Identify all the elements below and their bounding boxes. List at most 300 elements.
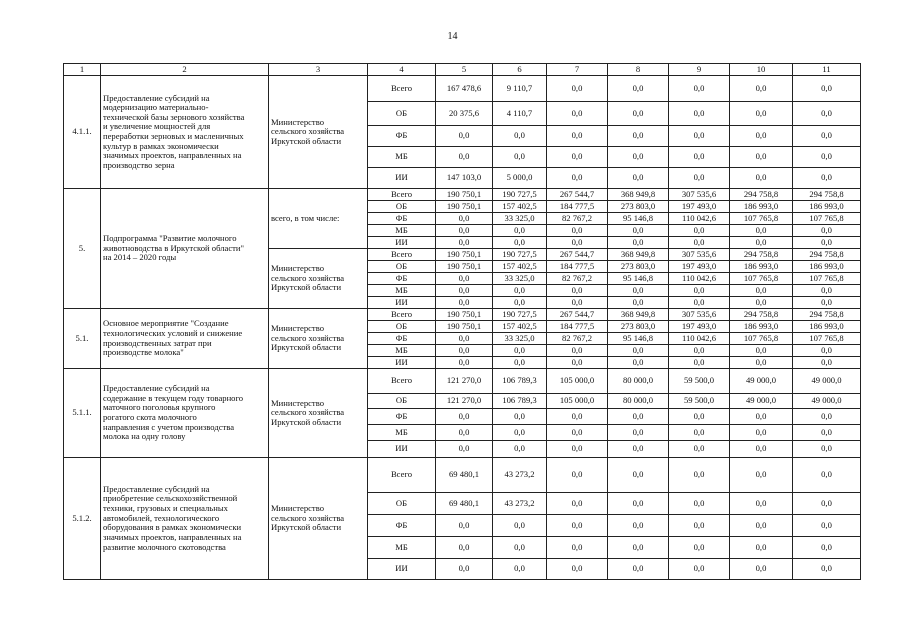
amount-cell: 190 750,1 — [436, 309, 493, 321]
amount-cell: 110 042,6 — [669, 333, 730, 345]
item-code: 5.1.1. — [64, 369, 101, 458]
table-row — [64, 309, 861, 321]
amount-cell: 0,0 — [793, 559, 861, 580]
amount-cell: 0,0 — [730, 515, 793, 537]
item-name-line: техники, грузовых и специальных — [103, 503, 228, 514]
item-name — [101, 76, 269, 189]
amount-cell: 0,0 — [730, 76, 793, 102]
item-name-line: значимых проектов, направленных на — [103, 150, 242, 161]
item-code: 5.1. — [64, 309, 101, 369]
item-name-line: производственных затрат при — [103, 337, 212, 348]
amount-cell: 69 480,1 — [436, 493, 493, 515]
column-number-cell: 6 — [493, 64, 547, 76]
amount-cell: 0,0 — [436, 225, 493, 237]
executor — [269, 458, 368, 580]
amount-cell: 186 993,0 — [793, 261, 861, 273]
executor-line: сельского хозяйства — [271, 332, 345, 343]
amount-cell: 0,0 — [436, 333, 493, 345]
executor-line: Министерство — [271, 397, 324, 408]
amount-cell: 0,0 — [793, 225, 861, 237]
amount-cell: 0,0 — [793, 126, 861, 147]
amount-cell: 0,0 — [793, 357, 861, 369]
item-name-line: производстве молока" — [103, 347, 184, 358]
funding-source: Всего — [368, 249, 436, 261]
amount-cell: 0,0 — [730, 285, 793, 297]
amount-cell: 0,0 — [436, 559, 493, 580]
executor-line: Иркутской области — [271, 135, 342, 146]
amount-cell: 0,0 — [669, 147, 730, 168]
amount-cell: 107 765,8 — [793, 213, 861, 225]
funding-source: ОБ — [368, 261, 436, 273]
amount-cell: 0,0 — [608, 458, 669, 493]
amount-cell: 33 325,0 — [493, 333, 547, 345]
funding-source: МБ — [368, 225, 436, 237]
amount-cell: 0,0 — [547, 425, 608, 441]
funding-source: ИИ — [368, 441, 436, 458]
amount-cell: 105 000,0 — [547, 369, 608, 394]
amount-cell: 0,0 — [669, 537, 730, 559]
item-name-line: содержание в текущем году товарного — [103, 392, 244, 403]
amount-cell: 82 767,2 — [547, 333, 608, 345]
column-number-cell: 8 — [608, 64, 669, 76]
amount-cell: 0,0 — [793, 76, 861, 102]
funding-source: ИИ — [368, 168, 436, 189]
amount-cell: 0,0 — [730, 225, 793, 237]
amount-cell: 0,0 — [669, 493, 730, 515]
amount-cell: 0,0 — [730, 147, 793, 168]
page-number: 14 — [447, 31, 458, 42]
amount-cell: 0,0 — [493, 559, 547, 580]
item-name-line: значимых проектов, направленных на — [103, 531, 242, 542]
amount-cell: 0,0 — [436, 297, 493, 309]
amount-cell: 0,0 — [493, 357, 547, 369]
funding-source: ИИ — [368, 357, 436, 369]
amount-cell: 106 789,3 — [493, 394, 547, 409]
amount-cell: 0,0 — [547, 126, 608, 147]
amount-cell: 190 727,5 — [493, 249, 547, 261]
executor-line: сельского хозяйства — [271, 272, 345, 283]
item-name-line: развитие молочного скотоводства — [103, 541, 226, 552]
executor — [269, 309, 368, 369]
executor-line: Иркутской области — [271, 282, 342, 293]
item-name-line: модернизацию материально- — [103, 102, 209, 113]
amount-cell: 5 000,0 — [493, 168, 547, 189]
amount-cell: 0,0 — [669, 515, 730, 537]
funding-source: МБ — [368, 147, 436, 168]
amount-cell: 0,0 — [730, 237, 793, 249]
amount-cell: 0,0 — [608, 493, 669, 515]
column-number-cell: 2 — [101, 64, 269, 76]
amount-cell: 0,0 — [547, 225, 608, 237]
funding-source: Всего — [368, 76, 436, 102]
amount-cell: 0,0 — [608, 297, 669, 309]
funding-source: ОБ — [368, 201, 436, 213]
amount-cell: 107 765,8 — [793, 273, 861, 285]
amount-cell: 49 000,0 — [793, 369, 861, 394]
amount-cell: 0,0 — [547, 345, 608, 357]
amount-cell: 0,0 — [669, 76, 730, 102]
executor-line: Министерство — [271, 116, 324, 127]
amount-cell: 0,0 — [547, 559, 608, 580]
column-number-row — [64, 64, 861, 76]
executor-line: всего, в том числе: — [271, 212, 340, 223]
amount-cell: 0,0 — [493, 537, 547, 559]
executor-line: Иркутской области — [271, 522, 342, 533]
amount-cell: 43 273,2 — [493, 458, 547, 493]
executor — [269, 369, 368, 458]
amount-cell: 368 949,8 — [608, 309, 669, 321]
amount-cell: 0,0 — [493, 425, 547, 441]
table-body — [64, 64, 861, 580]
item-name-line: Предоставление субсидий на — [103, 383, 210, 394]
amount-cell: 49 000,0 — [730, 369, 793, 394]
amount-cell: 184 777,5 — [547, 261, 608, 273]
amount-cell: 107 765,8 — [793, 333, 861, 345]
amount-cell: 107 765,8 — [730, 333, 793, 345]
amount-cell: 294 758,8 — [730, 249, 793, 261]
item-name-line: Подпрограмма "Развитие молочного — [103, 233, 237, 244]
item-name-line: рогатого скота молочного — [103, 412, 197, 422]
amount-cell: 0,0 — [730, 537, 793, 559]
amount-cell: 307 535,6 — [669, 189, 730, 201]
amount-cell: 0,0 — [436, 537, 493, 559]
amount-cell: 267 544,7 — [547, 249, 608, 261]
amount-cell: 0,0 — [730, 409, 793, 425]
amount-cell: 0,0 — [436, 345, 493, 357]
amount-cell: 0,0 — [547, 76, 608, 102]
amount-cell: 0,0 — [793, 425, 861, 441]
amount-cell: 368 949,8 — [608, 249, 669, 261]
amount-cell: 0,0 — [608, 237, 669, 249]
amount-cell: 190 727,5 — [493, 189, 547, 201]
amount-cell: 0,0 — [493, 441, 547, 458]
amount-cell: 157 402,5 — [493, 201, 547, 213]
funding-source: ОБ — [368, 321, 436, 333]
funding-source: МБ — [368, 285, 436, 297]
item-name-line: животноводства в Иркутской области" — [103, 242, 245, 253]
amount-cell: 0,0 — [547, 168, 608, 189]
amount-cell: 107 765,8 — [730, 213, 793, 225]
item-name-line: Основное мероприятие "Создание — [103, 318, 229, 329]
amount-cell: 186 993,0 — [730, 261, 793, 273]
column-number-cell: 3 — [269, 64, 368, 76]
funding-source: ФБ — [368, 333, 436, 345]
item-code: 5.1.2. — [64, 458, 101, 580]
amount-cell: 267 544,7 — [547, 309, 608, 321]
column-number-cell: 11 — [793, 64, 861, 76]
amount-cell: 0,0 — [669, 237, 730, 249]
amount-cell: 294 758,8 — [730, 189, 793, 201]
amount-cell: 0,0 — [436, 213, 493, 225]
table-row — [64, 76, 861, 102]
amount-cell: 0,0 — [436, 147, 493, 168]
table-row — [64, 458, 861, 493]
amount-cell: 0,0 — [669, 285, 730, 297]
item-name — [101, 458, 269, 580]
funding-source: ОБ — [368, 493, 436, 515]
funding-source: Всего — [368, 369, 436, 394]
amount-cell: 0,0 — [730, 441, 793, 458]
item-name-line: технологических условий и снижение — [103, 327, 243, 338]
amount-cell: 0,0 — [793, 297, 861, 309]
item-name-line: молока на одну голову — [103, 431, 186, 442]
amount-cell: 69 480,1 — [436, 458, 493, 493]
amount-cell: 80 000,0 — [608, 394, 669, 409]
amount-cell: 0,0 — [730, 559, 793, 580]
funding-source: ФБ — [368, 213, 436, 225]
amount-cell: 0,0 — [730, 126, 793, 147]
amount-cell: 0,0 — [608, 425, 669, 441]
executor-line: сельского хозяйства — [271, 126, 345, 137]
amount-cell: 273 803,0 — [608, 261, 669, 273]
amount-cell: 0,0 — [493, 409, 547, 425]
amount-cell: 0,0 — [669, 168, 730, 189]
executor-line: сельского хозяйства — [271, 407, 345, 418]
funding-source: ФБ — [368, 126, 436, 147]
amount-cell: 9 110,7 — [493, 76, 547, 102]
item-name-line: приобретение сельскохозяйственной — [103, 493, 238, 504]
amount-cell: 43 273,2 — [493, 493, 547, 515]
executor-line: Иркутской области — [271, 416, 342, 427]
amount-cell: 95 146,8 — [608, 273, 669, 285]
executor-line: сельского хозяйства — [271, 512, 345, 523]
amount-cell: 107 765,8 — [730, 273, 793, 285]
amount-cell: 0,0 — [669, 357, 730, 369]
amount-cell: 0,0 — [493, 515, 547, 537]
amount-cell: 307 535,6 — [669, 249, 730, 261]
amount-cell: 0,0 — [793, 493, 861, 515]
executor-line: Иркутской области — [271, 342, 342, 353]
amount-cell: 121 270,0 — [436, 394, 493, 409]
amount-cell: 0,0 — [608, 357, 669, 369]
amount-cell: 0,0 — [436, 357, 493, 369]
amount-cell: 197 493,0 — [669, 261, 730, 273]
item-name — [101, 309, 269, 369]
column-number-cell: 9 — [669, 64, 730, 76]
amount-cell: 0,0 — [608, 515, 669, 537]
amount-cell: 0,0 — [730, 297, 793, 309]
amount-cell: 186 993,0 — [730, 201, 793, 213]
amount-cell: 0,0 — [436, 126, 493, 147]
amount-cell: 0,0 — [730, 168, 793, 189]
amount-cell: 0,0 — [793, 147, 861, 168]
amount-cell: 0,0 — [436, 409, 493, 425]
amount-cell: 190 750,1 — [436, 321, 493, 333]
amount-cell: 0,0 — [547, 297, 608, 309]
amount-cell: 59 500,0 — [669, 394, 730, 409]
amount-cell: 0,0 — [608, 409, 669, 425]
amount-cell: 0,0 — [547, 537, 608, 559]
amount-cell: 0,0 — [793, 102, 861, 126]
funding-source: МБ — [368, 345, 436, 357]
amount-cell: 0,0 — [669, 297, 730, 309]
item-name — [101, 189, 269, 309]
amount-cell: 0,0 — [608, 168, 669, 189]
item-name-line: маточного поголовья крупного — [103, 402, 216, 413]
amount-cell: 82 767,2 — [547, 273, 608, 285]
amount-cell: 0,0 — [669, 102, 730, 126]
amount-cell: 184 777,5 — [547, 201, 608, 213]
funding-source: ОБ — [368, 102, 436, 126]
amount-cell: 0,0 — [669, 458, 730, 493]
amount-cell: 0,0 — [730, 425, 793, 441]
amount-cell: 184 777,5 — [547, 321, 608, 333]
amount-cell: 197 493,0 — [669, 201, 730, 213]
item-name-line: на 2014 – 2020 годы — [103, 252, 177, 263]
amount-cell: 0,0 — [793, 168, 861, 189]
amount-cell: 0,0 — [669, 425, 730, 441]
column-number-cell: 7 — [547, 64, 608, 76]
amount-cell: 0,0 — [547, 441, 608, 458]
item-name-line: Предоставление субсидий на — [103, 483, 210, 494]
amount-cell: 0,0 — [669, 441, 730, 458]
amount-cell: 0,0 — [493, 297, 547, 309]
amount-cell: 0,0 — [493, 147, 547, 168]
funding-source: МБ — [368, 425, 436, 441]
amount-cell: 82 767,2 — [547, 213, 608, 225]
amount-cell: 0,0 — [436, 285, 493, 297]
funding-source: Всего — [368, 309, 436, 321]
amount-cell: 190 750,1 — [436, 189, 493, 201]
amount-cell: 49 000,0 — [730, 394, 793, 409]
funding-source: ОБ — [368, 394, 436, 409]
amount-cell: 95 146,8 — [608, 213, 669, 225]
amount-cell: 0,0 — [436, 441, 493, 458]
executor-line: Министерство — [271, 503, 324, 514]
amount-cell: 0,0 — [730, 493, 793, 515]
amount-cell: 0,0 — [547, 515, 608, 537]
amount-cell: 157 402,5 — [493, 321, 547, 333]
amount-cell: 167 478,6 — [436, 76, 493, 102]
amount-cell: 186 993,0 — [730, 321, 793, 333]
executor — [269, 76, 368, 189]
amount-cell: 294 758,8 — [793, 189, 861, 201]
amount-cell: 267 544,7 — [547, 189, 608, 201]
item-name-line: переработки зерновых и масленичных — [103, 131, 244, 141]
executor-line: Министерство — [271, 263, 324, 274]
amount-cell: 0,0 — [669, 409, 730, 425]
amount-cell: 0,0 — [436, 237, 493, 249]
amount-cell: 0,0 — [436, 425, 493, 441]
amount-cell: 33 325,0 — [493, 273, 547, 285]
amount-cell: 0,0 — [547, 357, 608, 369]
amount-cell: 0,0 — [793, 537, 861, 559]
amount-cell: 190 750,1 — [436, 201, 493, 213]
amount-cell: 0,0 — [547, 237, 608, 249]
amount-cell: 0,0 — [547, 147, 608, 168]
column-number-cell: 5 — [436, 64, 493, 76]
amount-cell: 0,0 — [730, 102, 793, 126]
amount-cell: 4 110,7 — [493, 102, 547, 126]
amount-cell: 0,0 — [793, 458, 861, 493]
funding-source: ИИ — [368, 559, 436, 580]
amount-cell: 110 042,6 — [669, 273, 730, 285]
amount-cell: 95 146,8 — [608, 333, 669, 345]
amount-cell: 80 000,0 — [608, 369, 669, 394]
item-name-line: Предоставление субсидий на — [103, 92, 210, 103]
funding-source: Всего — [368, 189, 436, 201]
amount-cell: 121 270,0 — [436, 369, 493, 394]
item-name-line: и увеличение мощностей для — [103, 121, 211, 132]
item-name-line: производство зерна — [103, 159, 175, 170]
amount-cell: 0,0 — [493, 237, 547, 249]
amount-cell: 186 993,0 — [793, 321, 861, 333]
amount-cell: 110 042,6 — [669, 213, 730, 225]
amount-cell: 0,0 — [493, 345, 547, 357]
amount-cell: 0,0 — [608, 225, 669, 237]
amount-cell: 0,0 — [730, 458, 793, 493]
amount-cell: 294 758,8 — [793, 309, 861, 321]
amount-cell: 197 493,0 — [669, 321, 730, 333]
amount-cell: 0,0 — [730, 357, 793, 369]
amount-cell: 0,0 — [793, 345, 861, 357]
amount-cell: 20 375,6 — [436, 102, 493, 126]
table-row — [64, 369, 861, 394]
amount-cell: 0,0 — [793, 237, 861, 249]
item-name-line: оборудования в рамках экономически — [103, 522, 242, 533]
funding-source: ИИ — [368, 237, 436, 249]
item-code: 4.1.1. — [64, 76, 101, 189]
budget-table — [63, 63, 861, 580]
amount-cell: 33 325,0 — [493, 213, 547, 225]
amount-cell: 0,0 — [608, 559, 669, 580]
amount-cell: 0,0 — [608, 102, 669, 126]
funding-source: ИИ — [368, 297, 436, 309]
funding-source: ФБ — [368, 273, 436, 285]
column-number-cell: 10 — [730, 64, 793, 76]
amount-cell: 0,0 — [669, 559, 730, 580]
amount-cell: 186 993,0 — [793, 201, 861, 213]
item-name-line: технической базы зернового хозяйства — [103, 111, 245, 122]
amount-cell: 0,0 — [493, 126, 547, 147]
amount-cell: 273 803,0 — [608, 321, 669, 333]
item-name — [101, 369, 269, 458]
amount-cell: 0,0 — [608, 537, 669, 559]
amount-cell: 294 758,8 — [730, 309, 793, 321]
amount-cell: 368 949,8 — [608, 189, 669, 201]
amount-cell: 0,0 — [669, 225, 730, 237]
amount-cell: 0,0 — [730, 345, 793, 357]
amount-cell: 0,0 — [547, 285, 608, 297]
amount-cell: 0,0 — [793, 285, 861, 297]
amount-cell: 59 500,0 — [669, 369, 730, 394]
item-name-line: культур в рамках экономически — [103, 140, 219, 151]
amount-cell: 0,0 — [547, 493, 608, 515]
amount-cell: 0,0 — [547, 102, 608, 126]
executor-line: Министерство — [271, 323, 324, 334]
amount-cell: 0,0 — [608, 76, 669, 102]
amount-cell: 49 000,0 — [793, 394, 861, 409]
amount-cell: 0,0 — [793, 409, 861, 425]
amount-cell: 0,0 — [436, 515, 493, 537]
executor — [269, 189, 368, 249]
column-number-cell: 4 — [368, 64, 436, 76]
amount-cell: 0,0 — [669, 345, 730, 357]
funding-source: Всего — [368, 458, 436, 493]
funding-source: ФБ — [368, 409, 436, 425]
table-row — [64, 189, 861, 201]
column-number-cell: 1 — [64, 64, 101, 76]
amount-cell: 105 000,0 — [547, 394, 608, 409]
amount-cell: 0,0 — [608, 285, 669, 297]
item-code: 5. — [64, 189, 101, 309]
item-name-line: автомобилей, технологического — [103, 512, 220, 523]
amount-cell: 0,0 — [793, 515, 861, 537]
amount-cell: 190 750,1 — [436, 249, 493, 261]
amount-cell: 0,0 — [608, 147, 669, 168]
amount-cell: 0,0 — [608, 441, 669, 458]
amount-cell: 190 727,5 — [493, 309, 547, 321]
